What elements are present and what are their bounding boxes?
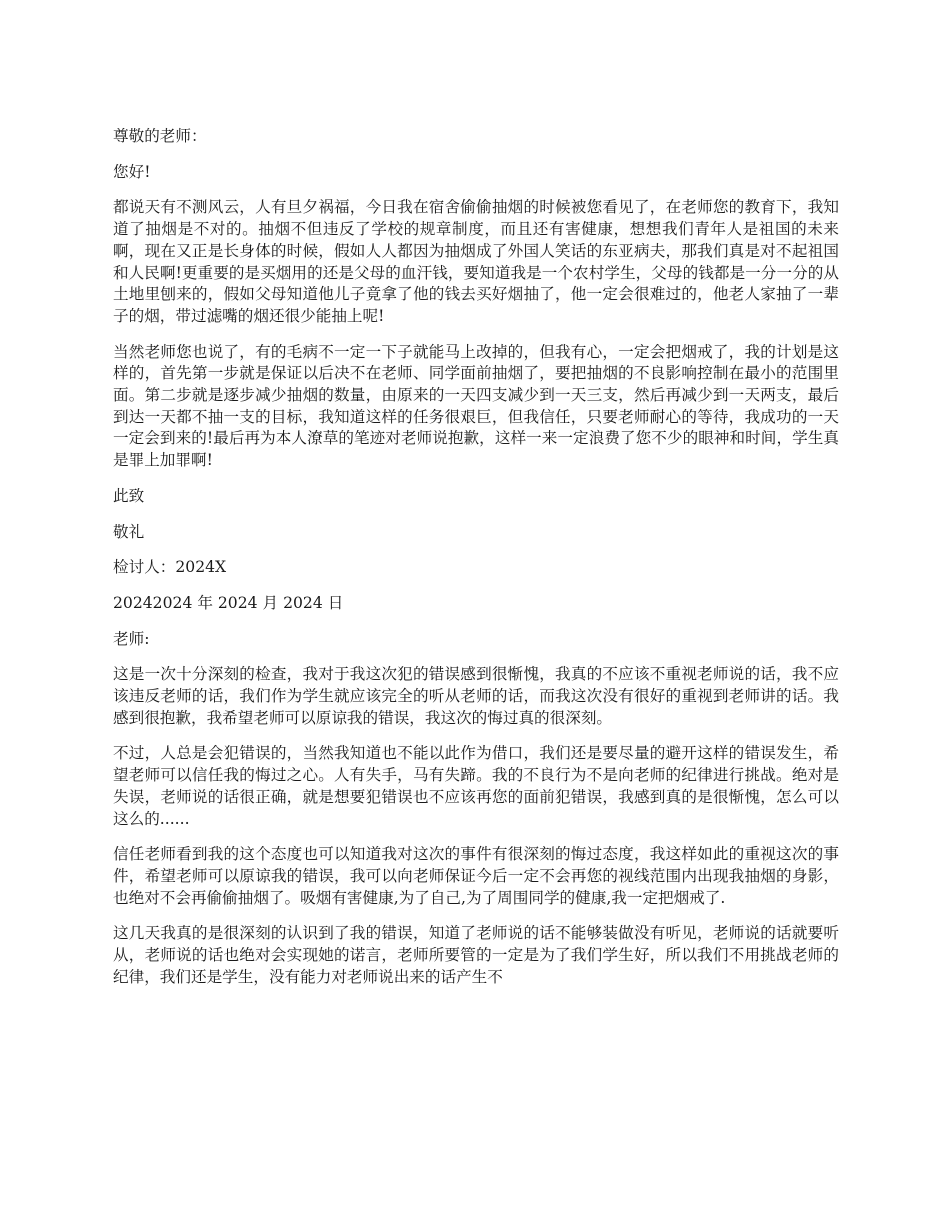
letter2-paragraph-3: 信任老师看到我的这个态度也可以知道我对这次的事件有很深刻的悔过态度，我这样如此的重视这次的事件，希望老师可以原谅我的错误，我可以向老师保证今后一定不会再您的视线范围内出现我抽烟的身影，也绝对不会再偷偷抽烟了。吸烟有害健康,为了自己,为了周围同学的健康,我一定把烟戒了.	[113, 845, 839, 907]
letter1-date: 20242024 年 2024 月 2024 日	[113, 593, 344, 612]
letter2-paragraph-4: 这几天我真的是很深刻的认识到了我的错误，知道了老师说的话不能够装做没有听见，老师说的话就要听从，老师说的话也绝对会实现她的诺言，老师所要管的一定是为了我们学生好，所以我们不用挑战老师的纪律，我们还是学生，没有能力对老师说出来的话产生不	[113, 924, 839, 986]
letter2-salutation: 老师:	[113, 629, 150, 648]
letter2-paragraph-2: 不过，人总是会犯错误的，当然我知道也不能以此作为借口，我们还是要尽量的避开这样的错误发生，希望老师可以信任我的悔过之心。人有失手，马有失蹄。我的不良行为不是向老师的纪律进行挑战。绝对是失误，老师说的话很正确，就是想要犯错误也不应该再您的面前犯错误，我感到真的是很惭愧，怎么可以这么的......	[113, 744, 839, 828]
letter1-greeting: 您好!	[113, 162, 151, 181]
letter2-paragraph-1: 这是一次十分深刻的检查，我对于我这次犯的错误感到很惭愧，我真的不应该不重视老师说的话，我不应该违反老师的话，我们作为学生就应该完全的听从老师的话，而我这次没有很好的重视到老师讲的话。我感到很抱歉，我希望老师可以原谅我的错误，我这次的悔过真的很深刻。	[113, 665, 839, 727]
letter1-paragraph-1: 都说天有不测风云，人有旦夕祸福，今日我在宿舍偷偷抽烟的时候被您看见了，在老师您的教育下，我知道了抽烟是不对的。抽烟不但违反了学校的规章制度，而且还有害健康，想想我们青年人是祖国的未来啊，现在又正是长身体的时候，假如人人都因为抽烟成了外国人笑话的东亚病夫，那我们真是对不起祖国和人民啊!更重要的是买烟用的还是父母的血汗钱，要知道我是一个农村学生，父母的钱都是一分一分的从土地里刨来的，假如父母知道他儿子竟拿了他的钱去买好烟抽了，他一定会很难过的，他老人家抽了一辈子的烟，带过滤嘴的烟还很少能抽上呢!	[113, 198, 839, 325]
letter1-closing-cizhi: 此致	[113, 486, 145, 505]
letter1-paragraph-2: 当然老师您也说了，有的毛病不一定一下子就能马上改掉的，但我有心，一定会把烟戒了，我的计划是这样的，首先第一步就是保证以后决不在老师、同学面前抽烟了，要把抽烟的不良影响控制在最小的范围里面。第二步就是逐步减少抽烟的数量，由原来的一天四支减少到一天三支，然后再减少到一天两支，最后到达一天都不抽一支的目标，我知道这样的任务很艰巨，但我信任，只要老师耐心的等待，我成功的一天一定会到来的!最后再为本人潦草的笔迹对老师说抱歉，这样一来一定浪费了您不少的眼神和时间，学生真是罪上加罪啊!	[113, 342, 839, 470]
document-page	[113, 126, 839, 1003]
letter1-signature: 检讨人：2024X	[113, 558, 227, 577]
letter1-salutation: 尊敬的老师：	[113, 127, 207, 145]
letter1-closing-jingli: 敬礼	[113, 522, 145, 541]
